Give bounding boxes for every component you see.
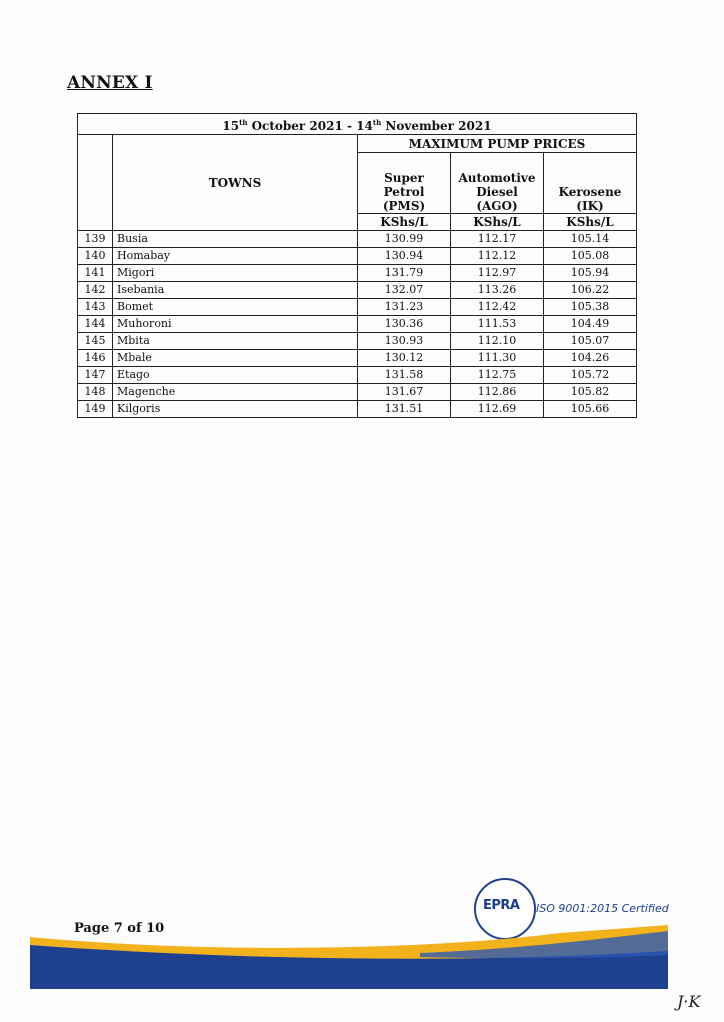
unit-ago: KShs/L	[451, 214, 544, 231]
pms-price: 131.23	[358, 299, 451, 316]
row-number: 140	[78, 248, 113, 265]
town-name: Mbita	[113, 333, 358, 350]
period-header: 15th October 2021 - 14th November 2021	[78, 114, 637, 135]
kerosene-header: Kerosene (IK)	[544, 153, 637, 214]
row-number: 145	[78, 333, 113, 350]
pms-price: 131.51	[358, 401, 451, 418]
diesel-header: Automotive Diesel (AGO)	[451, 153, 544, 214]
page-number: Page 7 of 10	[74, 921, 165, 936]
ik-price: 105.66	[544, 401, 637, 418]
annex-title: ANNEX I	[67, 73, 153, 93]
table-row	[78, 401, 637, 418]
table-row	[78, 265, 637, 282]
footer-wave	[0, 925, 724, 995]
ago-price: 111.30	[451, 350, 544, 367]
table-row	[78, 316, 637, 333]
ik-price: 105.14	[544, 231, 637, 248]
ik-price: 105.08	[544, 248, 637, 265]
iso-certification: ISO 9001:2015 Certified	[536, 902, 669, 915]
towns-header: TOWNS	[113, 135, 358, 231]
ik-price: 104.49	[544, 316, 637, 333]
unit-pms: KShs/L	[358, 214, 451, 231]
row-number: 144	[78, 316, 113, 333]
table-row	[78, 231, 637, 248]
ik-price: 104.26	[544, 350, 637, 367]
town-name: Migori	[113, 265, 358, 282]
super-petrol-header: Super Petrol (PMS)	[358, 153, 451, 214]
ago-price: 112.86	[451, 384, 544, 401]
table-row	[78, 384, 637, 401]
ik-price: 106.22	[544, 282, 637, 299]
ago-price: 113.26	[451, 282, 544, 299]
town-name: Muhoroni	[113, 316, 358, 333]
town-name: Etago	[113, 367, 358, 384]
table-row	[78, 299, 637, 316]
ago-price: 112.10	[451, 333, 544, 350]
table-row	[78, 248, 637, 265]
number-header-blank	[78, 135, 113, 231]
ik-price: 105.72	[544, 367, 637, 384]
town-name: Busia	[113, 231, 358, 248]
town-name: Mbale	[113, 350, 358, 367]
table-row	[78, 367, 637, 384]
signature-initials: J·K	[677, 992, 701, 1011]
row-number: 146	[78, 350, 113, 367]
pms-price: 131.67	[358, 384, 451, 401]
pms-price: 130.94	[358, 248, 451, 265]
row-number: 143	[78, 299, 113, 316]
ago-price: 112.69	[451, 401, 544, 418]
row-number: 149	[78, 401, 113, 418]
ago-price: 112.75	[451, 367, 544, 384]
row-number: 148	[78, 384, 113, 401]
pms-price: 130.36	[358, 316, 451, 333]
ik-price: 105.94	[544, 265, 637, 282]
row-number: 139	[78, 231, 113, 248]
ago-price: 112.42	[451, 299, 544, 316]
ik-price: 105.38	[544, 299, 637, 316]
town-name: Isebania	[113, 282, 358, 299]
town-name: Magenche	[113, 384, 358, 401]
ik-price: 105.82	[544, 384, 637, 401]
pms-price: 130.12	[358, 350, 451, 367]
pms-price: 130.99	[358, 231, 451, 248]
ago-price: 112.12	[451, 248, 544, 265]
ago-price: 112.17	[451, 231, 544, 248]
table-row	[78, 350, 637, 367]
pms-price: 132.07	[358, 282, 451, 299]
town-name: Kilgoris	[113, 401, 358, 418]
row-number: 147	[78, 367, 113, 384]
max-pump-prices-header: MAXIMUM PUMP PRICES	[358, 135, 637, 153]
town-name: Homabay	[113, 248, 358, 265]
row-number: 141	[78, 265, 113, 282]
town-name: Bomet	[113, 299, 358, 316]
ik-price: 105.07	[544, 333, 637, 350]
ago-price: 111.53	[451, 316, 544, 333]
pms-price: 131.79	[358, 265, 451, 282]
pms-price: 131.58	[358, 367, 451, 384]
pump-prices-table	[77, 113, 637, 418]
table-row	[78, 333, 637, 350]
logo-text: EPRA	[483, 898, 520, 913]
table-row	[78, 282, 637, 299]
ago-price: 112.97	[451, 265, 544, 282]
pms-price: 130.93	[358, 333, 451, 350]
row-number: 142	[78, 282, 113, 299]
unit-ik: KShs/L	[544, 214, 637, 231]
